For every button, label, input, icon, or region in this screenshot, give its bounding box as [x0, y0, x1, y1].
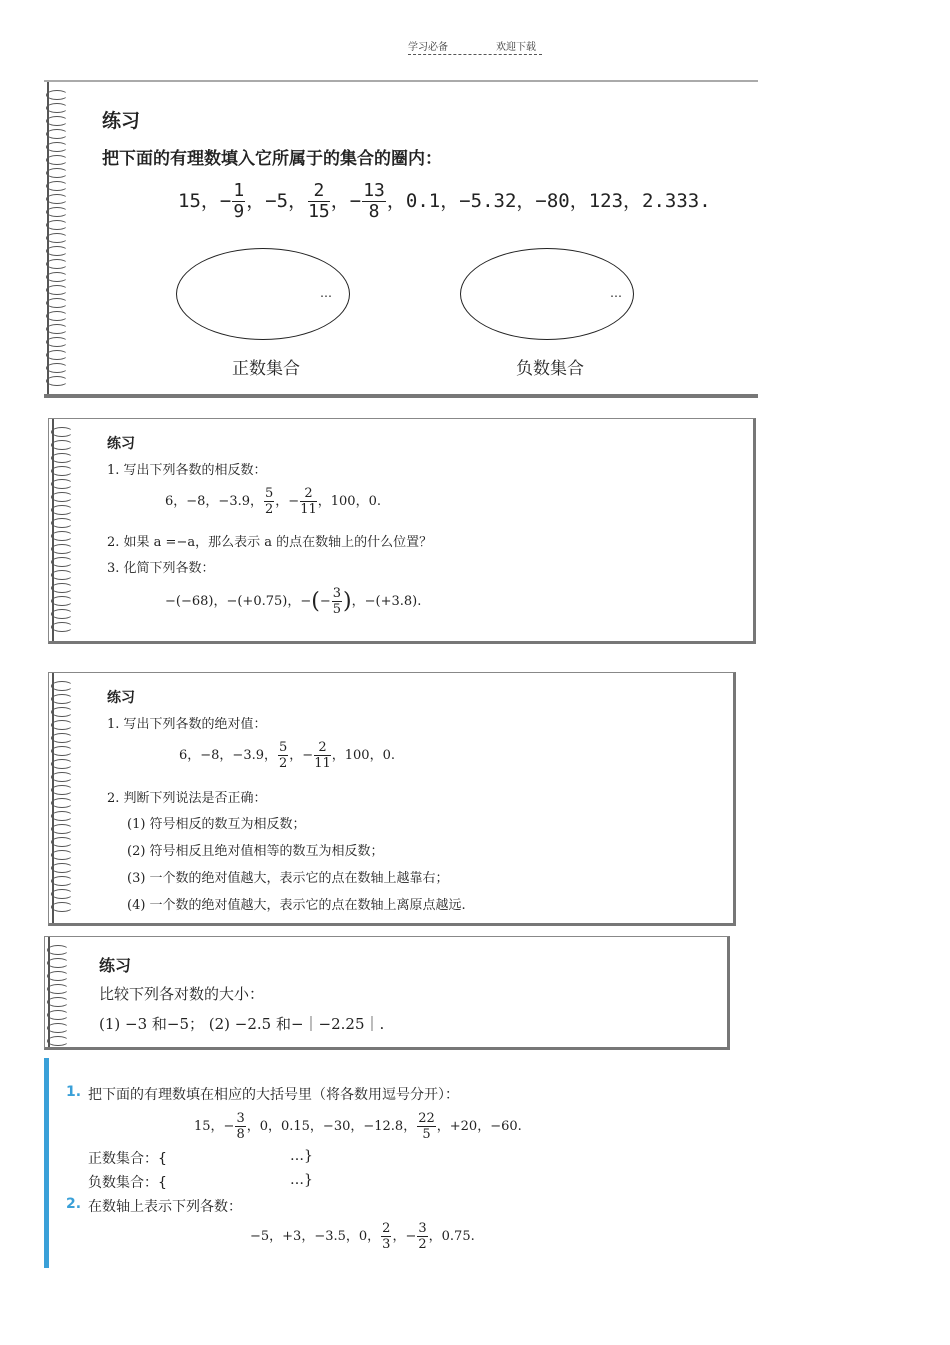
fraction: [332, 587, 342, 616]
spiral-ring: [51, 505, 73, 515]
denominator: 2: [265, 502, 274, 517]
spiral-ring: [46, 337, 68, 347]
spiral-binding: [45, 937, 73, 1047]
card-title: 练习: [102, 110, 141, 132]
spiral-ring: [46, 116, 68, 126]
spiral-ring: [51, 570, 73, 580]
positive-set-close: …}: [290, 1148, 313, 1164]
spiral-ring: [51, 733, 73, 743]
spiral-ring: [46, 285, 68, 295]
fraction: [381, 1222, 391, 1251]
spiral-binding: [44, 82, 72, 394]
spiral-ring: [51, 811, 73, 821]
exercise-card-2: [48, 418, 756, 644]
accent-bar: [44, 1058, 49, 1268]
spiral-ring: [47, 997, 69, 1007]
spiral-ring: [46, 103, 68, 113]
card-title: 练习: [107, 436, 135, 452]
spiral-ring: [46, 142, 68, 152]
spiral-ring: [51, 798, 73, 808]
negative-set-label: 负数集合: [516, 359, 584, 379]
card-prompt: 比较下列各对数的大小：: [99, 985, 265, 1003]
card-title: 练习: [107, 690, 135, 706]
spiral-ring: [46, 194, 68, 204]
fraction: [417, 1222, 427, 1251]
spiral-ring: [51, 746, 73, 756]
q2-numbers: [250, 1222, 475, 1251]
spiral-ring: [46, 350, 68, 360]
compare-items: (1) −3 和−5； (2) −2.5 和−｜−2.25｜.: [99, 1015, 385, 1033]
negative-set-ellipse: [460, 248, 634, 340]
exercise-card-4: [44, 936, 730, 1050]
denominator: 9: [233, 201, 245, 222]
numerator: 5: [265, 486, 274, 501]
spiral-ring: [51, 427, 73, 437]
spiral-ring: [46, 311, 68, 321]
positive-set-label: 正数集合：{: [88, 1151, 167, 1167]
spiral-ring: [51, 889, 73, 899]
spiral-ring: [47, 1023, 69, 1033]
number-list: [178, 182, 711, 221]
spiral-ring: [51, 824, 73, 834]
spiral-ring: [51, 759, 73, 769]
numerator: 2: [300, 487, 317, 502]
card-prompt: 把下面的有理数填入它所属于的集合的圈内：: [102, 149, 442, 169]
negative-set-label: 负数集合：{: [88, 1175, 167, 1191]
spiral-ring: [51, 785, 73, 795]
statement-3: (3) 一个数的绝对值越大，表示它的点在数轴上越靠右；: [127, 871, 449, 886]
spiral-ring: [51, 531, 73, 541]
num-text: 6，−8，−3.9，: [165, 494, 264, 509]
question-3: 3. 化简下列各数：: [107, 561, 215, 576]
spiral-ring: [46, 324, 68, 334]
num-text: ，100，0.: [317, 494, 381, 509]
spiral-ring: [51, 466, 73, 476]
numerator: 2: [382, 1221, 391, 1236]
numerator: 22: [418, 1111, 435, 1126]
exercise-card-3: [48, 672, 736, 926]
card-title: 练习: [99, 956, 132, 975]
spiral-ring: [46, 233, 68, 243]
num-text: ，−: [330, 190, 362, 212]
denominator: 8: [236, 1127, 245, 1142]
fraction: [232, 182, 245, 221]
spiral-ring: [51, 518, 73, 528]
fraction: [417, 1112, 436, 1141]
spiral-ring: [46, 90, 68, 100]
question-1: 1. 写出下列各数的绝对值：: [107, 717, 267, 732]
fraction: [235, 1112, 245, 1141]
statement-1: (1) 符号相反的数互为相反数；: [127, 817, 306, 832]
exercise-card-5: [44, 1058, 664, 1268]
q1-numbers: [194, 1112, 522, 1141]
num-text: ，−: [275, 494, 300, 509]
num-text: −: [219, 190, 232, 212]
denominator: 5: [332, 602, 342, 617]
denominator: 11: [300, 502, 317, 517]
spiral-ring: [51, 440, 73, 450]
spiral-ring: [46, 155, 68, 165]
header-left: 学习必备: [408, 42, 448, 53]
positive-set-label: 正数集合: [232, 359, 300, 379]
num-text: −(−68)，−(+0.75)，−: [165, 594, 312, 609]
num-text: ，100，0.: [331, 748, 395, 763]
paren: ): [343, 589, 352, 614]
statement-4: (4) 一个数的绝对值越大，表示它的点在数轴上离原点越远.: [127, 898, 466, 913]
spiral-ring: [46, 272, 68, 282]
fraction: [278, 741, 288, 770]
denominator: 8: [368, 201, 380, 222]
question-2: 2. 判断下列说法是否正确：: [107, 791, 267, 806]
numerator: 3: [418, 1221, 427, 1236]
statement-2: (2) 符号相反且绝对值相等的数互为相反数；: [127, 844, 384, 859]
spiral-binding: [49, 419, 77, 641]
spiral-ring: [46, 376, 68, 386]
paren: (: [311, 589, 320, 614]
num-text: ，−5，: [246, 190, 308, 212]
question-2: 在数轴上表示下列各数：: [88, 1199, 242, 1215]
numerator: 5: [279, 740, 288, 755]
spiral-ring: [51, 837, 73, 847]
denominator: 2: [279, 756, 288, 771]
spiral-ring: [51, 622, 73, 632]
spiral-ring: [51, 902, 73, 912]
num-text: 15，−: [194, 1119, 235, 1134]
num-text: ，−: [392, 1229, 417, 1244]
num-text: ，0.75.: [428, 1229, 475, 1244]
spiral-ring: [51, 583, 73, 593]
spiral-ring: [46, 168, 68, 178]
spiral-ring: [51, 850, 73, 860]
numerator: 13: [363, 180, 385, 201]
spiral-ring: [46, 259, 68, 269]
spiral-ring: [47, 958, 69, 968]
fraction: [314, 741, 331, 770]
spiral-ring: [51, 707, 73, 717]
spiral-ring: [51, 694, 73, 704]
num-text: 6，−8，−3.9，: [179, 748, 278, 763]
spiral-ring: [51, 720, 73, 730]
spiral-ring: [46, 363, 68, 373]
fraction: [264, 487, 274, 516]
numerator: 3: [236, 1111, 245, 1126]
spiral-ring: [51, 492, 73, 502]
num-text: ，−: [289, 748, 314, 763]
fraction: [308, 182, 330, 221]
num-text: ，0，0.15，−30，−12.8，: [246, 1119, 417, 1134]
spiral-ring: [46, 298, 68, 308]
spiral-ring: [47, 971, 69, 981]
q3-expressions: [165, 587, 421, 616]
question-1: 1. 写出下列各数的相反数：: [107, 463, 267, 478]
num-text: ，0.1，−5.32，−80，123，2.333.: [386, 190, 711, 212]
denominator: 15: [308, 201, 330, 222]
spiral-ring: [51, 863, 73, 873]
ellipsis: …: [610, 286, 622, 300]
numerator: 1: [233, 180, 245, 201]
spiral-ring: [47, 945, 69, 955]
numerator: 2: [314, 741, 331, 756]
num-text: −: [319, 594, 331, 609]
spiral-ring: [51, 772, 73, 782]
denominator: 2: [418, 1237, 427, 1252]
spiral-ring: [47, 984, 69, 994]
ellipsis: …: [320, 286, 332, 300]
spiral-ring: [47, 1036, 69, 1046]
question-number: 2.: [66, 1196, 82, 1212]
spiral-ring: [46, 129, 68, 139]
numerator: 3: [332, 586, 342, 601]
question-2: 2. 如果 a =−a，那么表示 a 的点在数轴上的什么位置？: [107, 535, 433, 550]
negative-set-close: …}: [290, 1172, 313, 1188]
spiral-ring: [51, 453, 73, 463]
spiral-ring: [51, 479, 73, 489]
numerator: 2: [308, 182, 330, 202]
spiral-ring: [51, 681, 73, 691]
spiral-ring: [51, 557, 73, 567]
header-divider: [408, 54, 542, 55]
exercise-card-1: [44, 80, 758, 398]
num-text: ，−(+3.8).: [351, 594, 422, 609]
header-right: 欢迎下载: [496, 42, 536, 53]
spiral-ring: [46, 181, 68, 191]
question-number: 1.: [66, 1084, 82, 1100]
spiral-spine: [52, 419, 54, 641]
question-1: 把下面的有理数填在相应的大括号里（将各数用逗号分开）：: [88, 1087, 459, 1103]
fraction: [300, 487, 317, 516]
denominator: 3: [382, 1237, 391, 1252]
spiral-ring: [51, 596, 73, 606]
q1-numbers: [179, 741, 395, 770]
spiral-ring: [46, 246, 68, 256]
q1-numbers: [165, 487, 381, 516]
denominator: 11: [314, 756, 331, 771]
spiral-ring: [47, 1010, 69, 1020]
num-text: 15，: [178, 190, 220, 212]
spiral-binding: [49, 673, 77, 923]
denominator: 5: [422, 1127, 431, 1142]
num-text: ，+20，−60.: [436, 1119, 522, 1134]
fraction: [362, 182, 386, 221]
spiral-ring: [51, 876, 73, 886]
spiral-ring: [46, 220, 68, 230]
spiral-ring: [51, 609, 73, 619]
num-text: −5，+3，−3.5，0，: [250, 1229, 381, 1244]
spiral-ring: [51, 544, 73, 554]
spiral-ring: [46, 207, 68, 217]
